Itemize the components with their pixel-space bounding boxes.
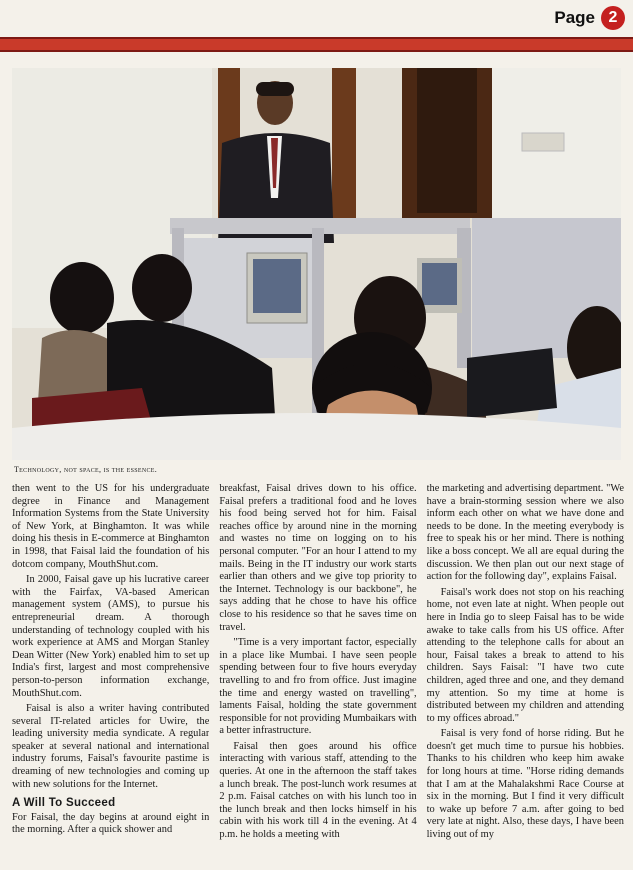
paragraph: Faisal's work does not stop on his reaching home, not even late at night. When people out here in India go to sleep Faisal has to be wide awake to take calls from his US office. After attending to the telephone calls for about an hour, Faisal takes a break to attend to his children. Says Faisal: "I have two cute children, aged three and one, and they demand my attention. So my time at home is distributed between my children and attending to my offices abroad." <box>426 586 624 724</box>
article-column-1 <box>12 483 209 867</box>
paragraph: Faisal is also a writer having contributed several IT-related articles for Uwire, the leading university media syndicate. A regular speaker at several national and international industry forums, Faisal's favourite pastime is dreaming of new technologies and coming up with new solutions for the Internet. <box>12 703 210 790</box>
paragraph: Faisal is very fond of horse riding. But he doesn't get much time to pursue his hobbies. Thanks to his children who keep him awake for long hours at time. "Horse riding demands that I am at the Mahalakshmi Race Course at six in the morning. But I find it very difficult to wake up before 7 a.m. after going to bed very late at night. Also, these days, I have been living out of my <box>426 728 624 841</box>
classroom-photo-illustration <box>12 68 621 460</box>
article-column-2 <box>219 483 416 867</box>
paragraph: For Faisal, the day begins at around eight in the morning. After a quick shower and <box>12 811 210 836</box>
page-label: Page <box>554 8 595 27</box>
paragraph: "Time is a very important factor, especially in a place like Mumbai. I have seen people spending between four to five hours everyday travelling to and fro from office. Just imagine the time and energy wasted on travelling", laments Faisal, holding the state government responsible for not providing Mumbaikars with a better infrastructure. <box>219 637 417 737</box>
header-rule <box>0 37 633 52</box>
page-header <box>554 4 625 32</box>
section-heading: A Will To Succeed <box>12 797 116 810</box>
article-photo <box>12 68 621 460</box>
page-number-badge: 2 <box>601 6 625 30</box>
paragraph: the marketing and advertising department. "We have a brain-storming session where we also inform each other on what we have done and needs to be done. In the meeting everybody is free to speak his or her mind. There is nothing like a boss concept. We all are equal during the discussion. We then plan out our next stage of action for the following day", explains Faisal. <box>426 483 624 583</box>
article-body <box>12 483 624 867</box>
paragraph: then went to the US for his undergraduate degree in Finance and Management Information Systems from the State University of New York, at Binghamton. It was while doing his thesis in E-commerce at Binghamton in 1998, that Faisal laid the foundation of his dotcom company, MouthShut.com. <box>12 483 210 570</box>
photo-caption: Technology, not space, is the essence. <box>14 465 158 474</box>
paragraph: Faisal then goes around his office interacting with various staff, attending to the queries. At one in the afternoon the staff takes a lunch break. The post-lunch work resumes at 2 p.m. Faisal catches on with his lunch too in the lunch break and then locks himself in his cabin with his work till 4 in the evening. At 4 p.m. he holds a meeting with <box>219 740 417 841</box>
paragraph: In 2000, Faisal gave up his lucrative career with the Fairfax, VA-based American management system (AMS), to pursue his entrepreneurial dream. A thorough understanding of technology coupled with his work experience at AMS and Morgan Stanley Dean Witter (New York) enabled him to set up India's first, largest and most comprehensive person-to-person information exchange, MouthShut.com. <box>12 574 210 699</box>
article-column-3 <box>427 483 624 867</box>
paragraph: breakfast, Faisal drives down to his office. Faisal prefers a traditional food and he loves his food being served hot for him. Faisal reaches office by around nine in the morning and wastes no time on logging on to his personal computer. "For an hour I attend to my mails. Being in the IT industry our work starts earlier than others and we give top priority to the Internet. Technology is our backbone", he says adding that he chose to have his office close to his residence so that he saves time on travel. <box>219 483 417 633</box>
